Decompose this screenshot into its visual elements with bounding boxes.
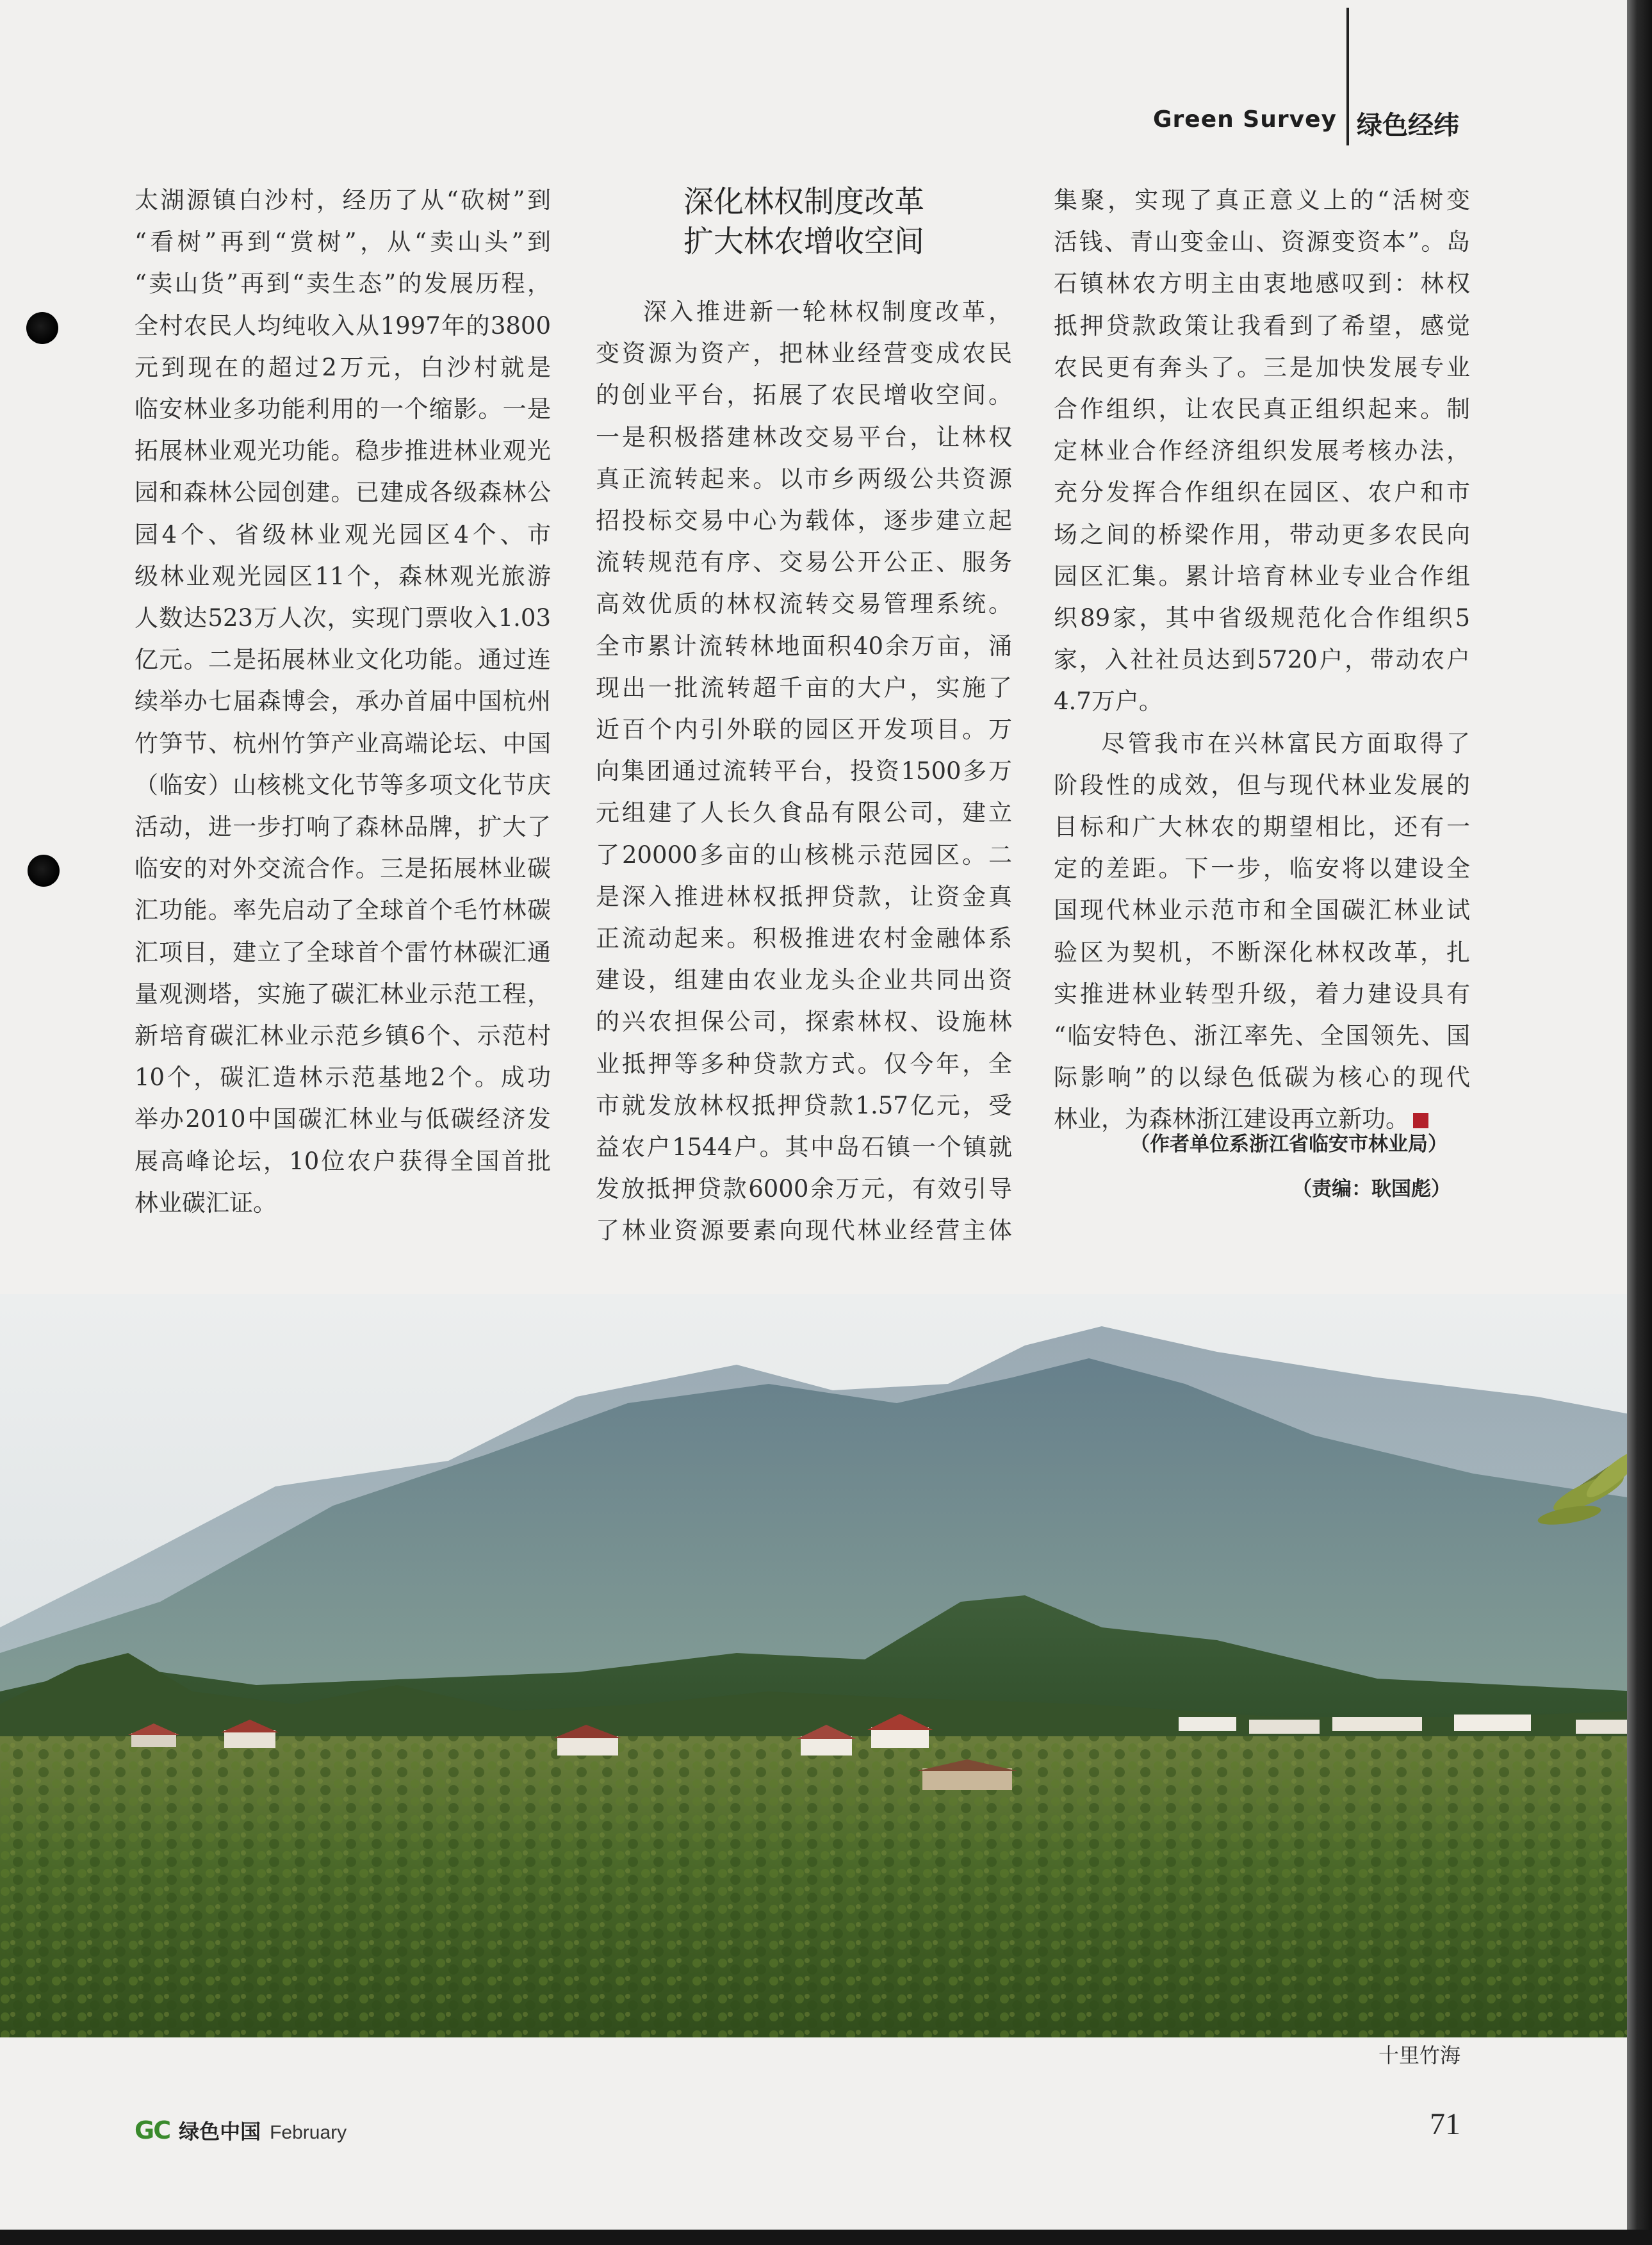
text-line: 活动，进一步打响了森林品牌，扩大了	[135, 813, 551, 841]
text-line: 展高峰论坛，10位农户获得全国首批	[135, 1147, 551, 1175]
text-line: 临安的对外交流合作。三是拓展林业碳	[135, 855, 551, 883]
punch-hole	[28, 855, 60, 887]
text-line: 正流动起来。积极推进农村金融体系	[596, 925, 1012, 953]
text-line: 10个，碳汇造林示范基地2个。成功	[135, 1064, 551, 1092]
text-line: 充分发挥合作组织在园区、农户和市	[1054, 479, 1470, 507]
text-line: 验区为契机，不断深化林权改革，扎	[1054, 938, 1470, 966]
text-line: 织89家，其中省级规范化合作组织5	[1054, 604, 1470, 632]
subheading-line-1: 深化林权制度改革	[683, 185, 924, 220]
landscape-photo	[0, 1294, 1640, 2037]
text-line: 集聚，实现了真正意义上的“活树变	[1054, 186, 1470, 214]
text-line: 的兴农担保公司，探索林权、设施林	[596, 1008, 1012, 1036]
text-line: 尽管我市在兴林富民方面取得了	[1101, 729, 1470, 757]
text-line: 新培育碳汇林业示范乡镇6个、示范村	[135, 1022, 551, 1050]
text-line: “看树”再到“赏树”，从“卖山头”到	[135, 228, 551, 256]
text-line: 阶段性的成效，但与现代林业发展的	[1054, 771, 1470, 799]
text-line: 定林业合作经济组织发展考核办法，	[1054, 437, 1470, 465]
text-line: 合作组织，让农民真正组织起来。制	[1054, 395, 1470, 424]
text-line: 高效优质的林权流转交易管理系统。	[596, 590, 1012, 618]
text-line: 林业，为森林浙江建设再立新功。	[1054, 1098, 1470, 1140]
text-line: 真正流转起来。以市乡两级公共资源	[596, 465, 1012, 493]
text-line: 向集团通过流转平台，投资1500多万	[596, 757, 1012, 785]
text-line: 举办2010中国碳汇林业与低碳经济发	[135, 1105, 551, 1133]
scan-edge-bottom	[0, 2230, 1652, 2245]
header-divider	[1346, 8, 1349, 145]
text-line: 益农户1544户。其中岛石镇一个镇就	[596, 1133, 1012, 1162]
text-line: 级林业观光园区11个，森林观光旅游	[135, 562, 551, 590]
issue-month: February	[270, 2122, 347, 2143]
section-title-cn: 绿色经纬	[1357, 111, 1459, 140]
text-line: 竹笋节、杭州竹笋产业高端论坛、中国	[135, 729, 551, 757]
text-line: 元组建了人长久食品有限公司，建立	[596, 799, 1012, 827]
text-line: 发放抵押贷款6000余万元，有效引导	[596, 1175, 1012, 1203]
text-line: 深入推进新一轮林权制度改革，	[643, 298, 1012, 325]
text-line: 元到现在的超过2万元，白沙村就是	[135, 353, 551, 381]
article-subheading	[596, 183, 1012, 262]
text-line: 变资源为资产，把林业经营变成农民	[596, 340, 1012, 368]
subheading-line-2: 扩大林农增收空间	[683, 224, 924, 259]
text-line: 园区汇集。累计培育林业专业合作组	[1054, 562, 1470, 590]
text-line: 业抵押等多种贷款方式。仅今年，全	[596, 1049, 1012, 1078]
text-line: 量观测塔，实施了碳汇林业示范工程，	[135, 980, 551, 1008]
page-footer	[135, 2116, 347, 2148]
text-line: 拓展林业观光功能。稳步推进林业观光	[135, 437, 551, 465]
article-column-2	[596, 291, 1012, 1252]
magazine-logo: GC	[135, 2116, 170, 2144]
text-line: 活钱、青山变金山、资源变资本”。岛	[1054, 228, 1470, 256]
author-affiliation: （作者单位系浙江省临安市林业局）	[1130, 1133, 1448, 1156]
text-line: 太湖源镇白沙村，经历了从“砍树”到	[135, 186, 551, 214]
text-line: 全市累计流转林地面积40余万亩，涌	[596, 632, 1012, 660]
text-line: 了林业资源要素向现代林业经营主体	[596, 1217, 1012, 1245]
text-line: 是深入推进林权抵押贷款，让资金真	[596, 882, 1012, 910]
text-line: 石镇林农方明主由衷地感叹到：林权	[1054, 270, 1470, 298]
text-line: 全村农民人均纯收入从1997年的3800	[135, 311, 551, 340]
magazine-name: 绿色中国	[179, 2119, 261, 2144]
text-line: “临安特色、浙江率先、全国领先、国	[1054, 1022, 1470, 1050]
text-line: 4.7万户。	[1054, 687, 1163, 716]
text-line: 际影响”的以绿色低碳为核心的现代	[1054, 1064, 1470, 1092]
text-line: 实推进林业转型升级，着力建设具有	[1054, 980, 1470, 1008]
text-line: 的创业平台，拓展了农民增收空间。	[596, 381, 1012, 409]
text-line: 一是积极搭建林改交易平台，让林权	[596, 423, 1012, 451]
text-line: 定的差距。下一步，临安将以建设全	[1054, 855, 1470, 883]
text-line: （临安）山核桃文化节等多项文化节庆	[135, 771, 551, 799]
text-line: 流转规范有序、交易公开公正、服务	[596, 548, 1012, 577]
page-number: 71	[1430, 2107, 1460, 2141]
text-line: 家，入社社员达到5720户，带动农户	[1054, 646, 1470, 674]
text-line: 园和森林公园创建。已建成各级森林公	[135, 479, 551, 507]
article-column-1	[135, 179, 551, 1224]
text-line: 汇项目，建立了全球首个雷竹林碳汇通	[135, 938, 551, 966]
scan-edge-right	[1627, 0, 1652, 2245]
editor-credit: （责编：耿国彪）	[1292, 1178, 1451, 1201]
section-title-en: Green Survey	[1153, 106, 1337, 133]
article-column-3	[1054, 179, 1470, 1140]
text-line: 建设，组建由农业龙头企业共同出资	[596, 966, 1012, 994]
punch-hole	[26, 312, 58, 344]
text-line: 目标和广大林农的期望相比，还有一	[1054, 813, 1470, 841]
text-line: 汇功能。率先启动了全球首个毛竹林碳	[135, 896, 551, 925]
text-line: 临安林业多功能利用的一个缩影。一是	[135, 395, 551, 424]
text-line: 市就发放林权抵押贷款1.57亿元，受	[596, 1091, 1012, 1119]
text-line: 园4个、省级林业观光园区4个、市	[135, 520, 551, 548]
text-line: 了20000多亩的山核桃示范园区。二	[596, 841, 1012, 869]
text-line: 国现代林业示范市和全国碳汇林业试	[1054, 896, 1470, 925]
text-line: 林业碳汇证。	[135, 1188, 277, 1217]
text-line: 近百个内引外联的园区开发项目。万	[596, 716, 1012, 744]
text-line: 抵押贷款政策让我看到了希望，感觉	[1054, 311, 1470, 340]
text-line: 续举办七届森博会，承办首届中国杭州	[135, 687, 551, 716]
text-line: 现出一批流转超千亩的大户，实施了	[596, 673, 1012, 702]
text-line: 场之间的桥梁作用，带动更多农民向	[1054, 520, 1470, 548]
photo-caption: 十里竹海	[1378, 2043, 1460, 2068]
text-line: “卖山货”再到“卖生态”的发展历程，	[135, 270, 551, 298]
end-of-article-mark	[1413, 1113, 1428, 1128]
text-line: 人数达523万人次，实现门票收入1.03	[135, 604, 551, 632]
text-line: 亿元。二是拓展林业文化功能。通过连	[135, 646, 551, 674]
text-line: 招投标交易中心为载体，逐步建立起	[596, 507, 1012, 535]
text-line: 农民更有奔头了。三是加快发展专业	[1054, 353, 1470, 381]
bamboo-sea-landscape-image	[0, 1294, 1640, 2037]
